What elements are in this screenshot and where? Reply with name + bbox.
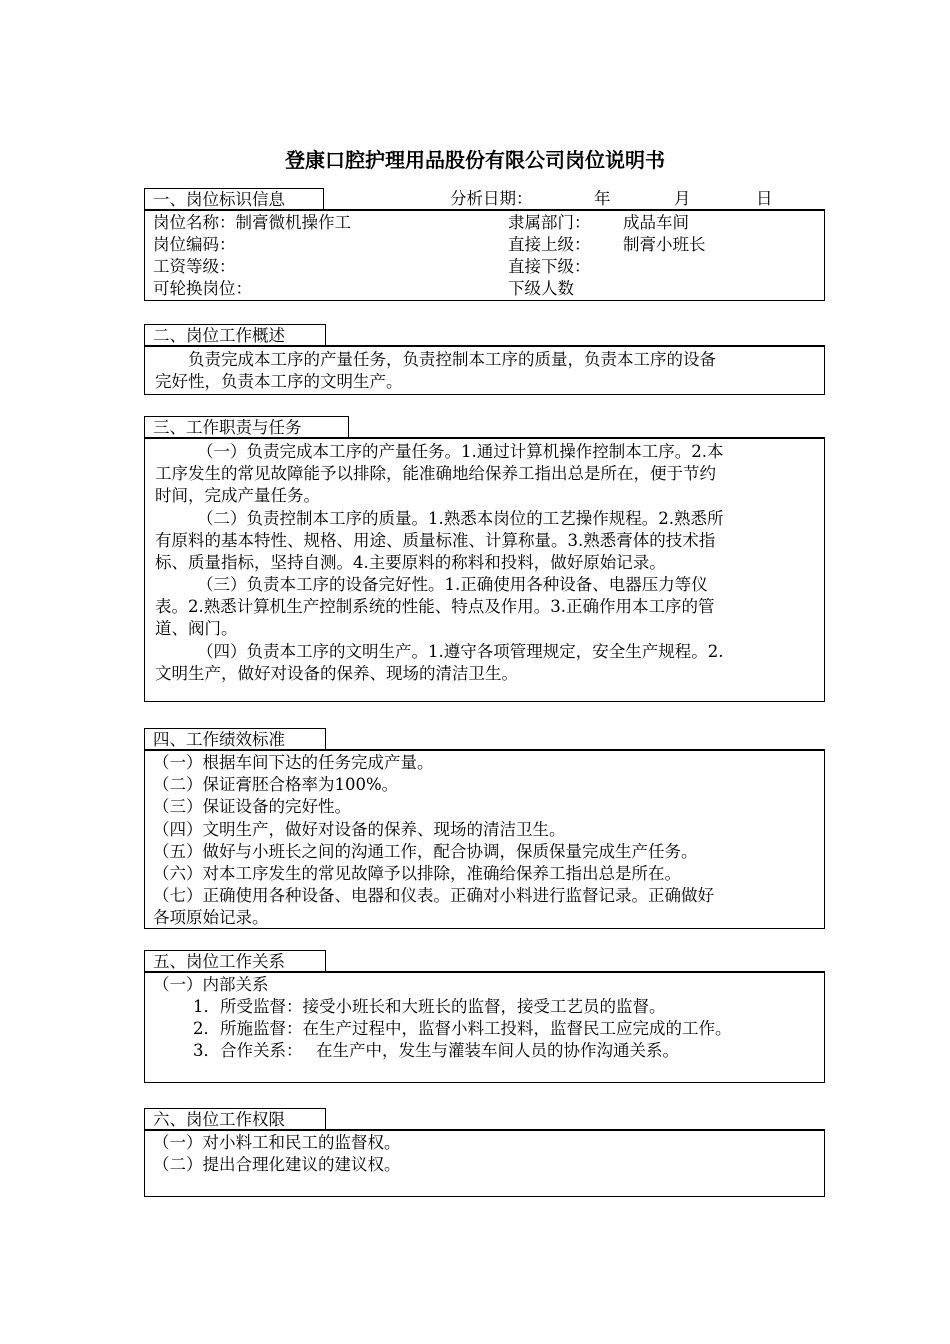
relation-line: 3．合作关系： 在生产中，发生与灌装车间人员的协作沟通关系。 <box>193 1041 679 1060</box>
section-tab: 六、岗位工作权限 <box>144 1108 326 1129</box>
info-left: 岗位编码： <box>153 235 236 254</box>
duty-line: 道、阀门。 <box>155 619 238 638</box>
standard-line: （五）做好与小班长之间的沟通工作，配合协调，保质保量完成生产任务。 <box>153 842 698 861</box>
standard-line: （二）保证膏胚合格率为100%。 <box>153 775 399 794</box>
relation-line: 2．所施监督：在生产过程中，监督小料工投料，监督民工应完成的工作。 <box>193 1019 732 1038</box>
duty-line: 有原料的基本特性、规格、用途、质量标准、计算称量。3.熟悉膏体的技术指 <box>155 531 716 550</box>
authority-line: （二）提出合理化建议的建议权。 <box>153 1155 401 1174</box>
section-box <box>144 437 825 702</box>
section-tab: 三、工作职责与任务 <box>144 416 349 437</box>
duty-line: （四）负责本工序的文明生产。1.遵守各项管理规定，安全生产规程。2. <box>197 642 724 661</box>
duty-line: （一）负责完成本工序的产量任务。1.通过计算机操作控制本工序。2.本 <box>197 442 724 461</box>
standard-line: （四）文明生产，做好对设备的保养、现场的清洁卫生。 <box>153 820 566 839</box>
section-box <box>144 345 825 395</box>
duty-line: 工序发生的常见故障能予以排除，能准确地给保养工指出总是所在，便于节约 <box>155 464 716 483</box>
section-box <box>144 971 825 1083</box>
duty-line: （二）负责控制本工序的质量。1.熟悉本岗位的工艺操作规程。2.熟悉所 <box>197 509 724 528</box>
section-tab: 五、岗位工作关系 <box>144 950 326 971</box>
standard-line: （六）对本工序发生的常见故障予以排除，准确给保养工指出总是所在。 <box>153 864 681 883</box>
info-right-label: 直接下级： <box>508 257 591 276</box>
info-left: 岗位名称：制膏微机操作工 <box>153 213 351 232</box>
duty-line: （三）负责本工序的设备完好性。1.正确使用各种设备、电器压力等仪 <box>197 575 708 594</box>
info-right-label: 隶属部门： <box>508 213 591 232</box>
duty-line: 文明生产，做好对设备的保养、现场的清洁卫生。 <box>155 664 518 683</box>
section-box <box>144 209 825 301</box>
section-duties <box>144 416 825 704</box>
section-tab: 一、岗位标识信息 <box>144 188 324 209</box>
info-right-label: 直接上级： <box>508 235 591 254</box>
section-box <box>144 1129 825 1197</box>
relation-line: （一）内部关系 <box>153 975 269 994</box>
section-work-authority <box>144 1108 825 1198</box>
duty-line: 标、质量指标，坚持自测。4.主要原料的称料和投料，做好原始记录。 <box>155 553 666 572</box>
info-right-value: 制膏小班长 <box>623 235 706 254</box>
section-box <box>144 749 825 929</box>
year-label: 年 <box>594 189 611 208</box>
section-position-identification <box>144 188 825 302</box>
info-right-label: 下级人数 <box>508 279 574 298</box>
info-left: 工资等级： <box>153 257 236 276</box>
overview-line: 负责完成本工序的产量任务，负责控制本工序的质量，负责本工序的设备 <box>188 350 716 369</box>
info-left: 可轮换岗位： <box>153 279 252 298</box>
section-work-overview <box>144 324 825 396</box>
section-tab: 四、工作绩效标准 <box>144 728 326 749</box>
standard-line: （三）保证设备的完好性。 <box>153 797 351 816</box>
page-title: 登康口腔护理用品股份有限公司岗位说明书 <box>285 148 665 172</box>
section-tab: 二、岗位工作概述 <box>144 324 326 345</box>
authority-line: （一）对小料工和民工的监督权。 <box>153 1133 401 1152</box>
section-work-relations <box>144 950 825 1084</box>
standard-line: （七）正确使用各种设备、电器和仪表。正确对小料进行监督记录。正确做好 <box>153 886 714 905</box>
relation-line: 1．所受监督：接受小班长和大班长的监督，接受工艺员的监督。 <box>193 997 666 1016</box>
duty-line: 时间，完成产量任务。 <box>155 486 320 505</box>
analysis-date-label: 分析日期： <box>450 189 533 208</box>
overview-line: 完好性，负责本工序的文明生产。 <box>155 372 403 391</box>
section-performance-standards <box>144 728 825 930</box>
standard-line: 各项原始记录。 <box>153 908 269 927</box>
info-right-value: 成品车间 <box>623 213 689 232</box>
standard-line: （一）根据车间下达的任务完成产量。 <box>153 753 434 772</box>
month-label: 月 <box>674 189 691 208</box>
day-label: 日 <box>756 189 773 208</box>
duty-line: 表。2.熟悉计算机生产控制系统的性能、特点及作用。3.正确作用本工序的管 <box>155 597 715 616</box>
